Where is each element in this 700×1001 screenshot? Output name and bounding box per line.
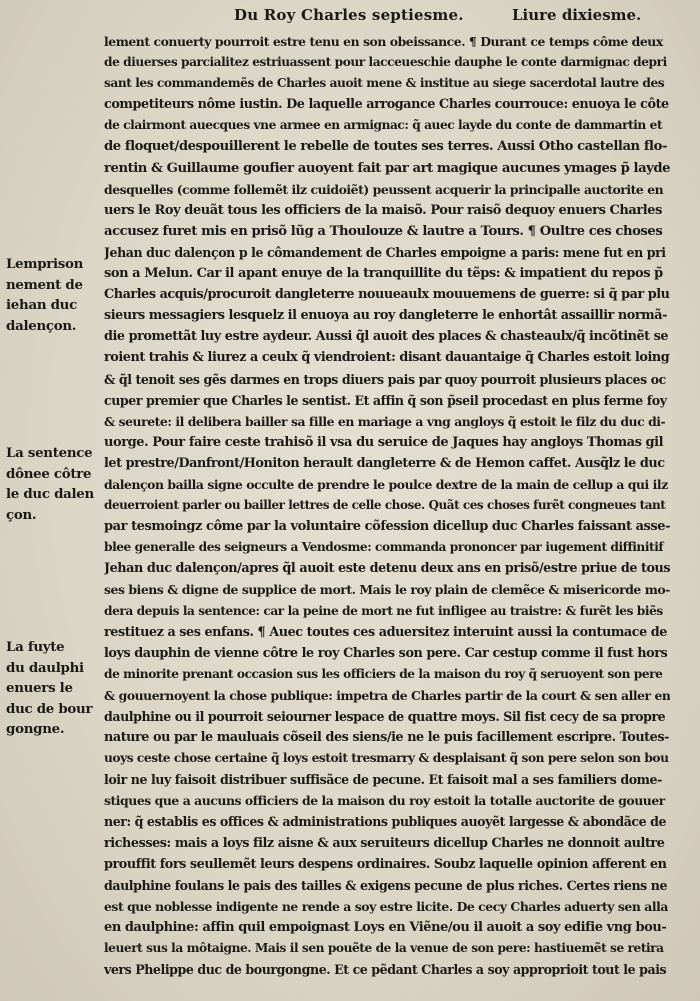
text-line: lement conuerty pourroit estre tenu en son obeissance. ¶ Durant ce temps côme deux bbox=[104, 34, 663, 49]
margin-note-sentence: La sentence dônee côtre le duc dalen çon. bbox=[6, 445, 94, 523]
text-line: ses biens & digne de supplice de mort. Mais le roy plain de clemẽce & misericorde mo- bbox=[104, 582, 670, 598]
text-line: daulphine ou il pourroit seiourner lespace de quattre moys. Sil fist cecy de sa propre bbox=[104, 709, 666, 724]
margin-note-fuyte: La fuyte du daulphi enuers le duc de bour gongne. bbox=[6, 639, 93, 737]
text-line: Jehan duc dalençon p le cômandement de Charles empoigne a paris: mene fut en pri bbox=[104, 244, 666, 260]
text-line: loys dauphin de vienne côtre le roy Charles son pere. Car cestup comme il fust hors bbox=[104, 645, 668, 661]
text-line: de minorite prenant occasion sus les officiers de la maison du roy q̃ seruoyent son pere bbox=[104, 666, 663, 681]
text-line: deuerroient parler ou bailler lettres de celle chose. Quãt ces choses furẽt congneues tant bbox=[104, 498, 666, 513]
text-line: leuert sus la môtaigne. Mais il sen pouẽte de la venue de son pere: hastiuemẽt se retira bbox=[104, 941, 664, 956]
text-line: let prestre/Danfront/Honiton herault dangleterre & de Hemon caffet. Ausq̃lz le duc bbox=[104, 455, 665, 471]
text-line: dera depuis la sentence: car la peine de mort ne fut infligee au traistre: & furẽt les biẽs bbox=[104, 603, 663, 618]
main-text-column bbox=[104, 31, 670, 980]
text-line: nature ou par le mauluais cõseil des siens/ie ne le puis facillement escripre. Toutes- bbox=[104, 730, 669, 746]
text-line: desquelles (comme follemẽt ilz cuidoiẽt) peussent acquerir la principalle auctorite en bbox=[104, 181, 664, 197]
text-line: rentin & Guillaume goufier auoyent fait par art magique aucunes ymages p̃ layde bbox=[104, 160, 670, 176]
text-line: sieurs messagiers lesquelz il enuoya au roy dangleterre le enhortât assaillir normã- bbox=[104, 308, 667, 324]
margin-note-emprisonnement: Lemprison nement de iehan duc dalençon. bbox=[6, 256, 84, 334]
text-line: loir ne luy faisoit distribuer suffisãce de pecune. Et faisoit mal a ses familiers dome- bbox=[104, 772, 662, 788]
text-line: dalençon bailla signe occulte de prendre le poulce dextre de la main de cellup a qui ilz bbox=[104, 476, 668, 492]
text-line: uorge. Pour faire ceste trahisõ il vsa du seruice de Jaques hay angloys Thomas gil bbox=[104, 434, 664, 450]
text-line: restituez a ses enfans. ¶ Auec toutes ces aduersitez interuint aussi la contumace de bbox=[104, 624, 667, 640]
text-line: daulphine foulans le pais des tailles & exigens pecune de plus riches. Certes riens ne bbox=[104, 877, 668, 893]
running-header-title: Du Roy Charles septiesme. bbox=[234, 6, 464, 24]
text-line: vers Phelippe duc de bourgongne. Et ce pẽdant Charles a soy approprioit tout le pais bbox=[104, 962, 667, 978]
text-line: roient trahis & liurez a ceulx q̃ viendroient: disant dauantaige q̃ Charles estoit loing bbox=[104, 350, 670, 366]
text-line: cuper premier que Charles le sentist. Et affin q̃ son p̃seil procedast en plus ferme foy bbox=[104, 392, 667, 408]
text-line: son a Melun. Car il apant enuye de la tranquillite du tẽps: & impatient du repos p̃ bbox=[104, 266, 663, 282]
text-line: par tesmoingz côme par la voluntaire cõfession dicellup duc Charles faissant asse- bbox=[104, 519, 670, 535]
text-line: competiteurs nôme iustin. De laquelle arrogance Charles courrouce: enuoya le côte bbox=[104, 97, 669, 113]
text-line: & gouuernoyent la chose publique: impetra de Charles partir de la court & sen aller en bbox=[104, 687, 670, 703]
text-line: accusez furet mis en prisõ lũg a Thoulouze & lautre a Tours. ¶ Oultre ces choses bbox=[104, 223, 663, 239]
text-line: en daulphine: affin quil empoignast Loys en Viẽne/ou il auoit a soy edifie vng bou- bbox=[104, 919, 667, 935]
text-line: ner: q̃ establis es offices & administrations publiques auoyẽt largesse & abondãce de bbox=[104, 814, 667, 830]
text-line: & seurete: il delibera bailler sa fille en mariage a vng angloys q̃ estoit le filz du duc di- bbox=[104, 413, 666, 429]
running-header-book: Liure dixiesme. bbox=[512, 6, 642, 24]
text-line: uoys ceste chose certaine q̃ loys estoit tresmarry & desplaisant q̃ son pere selon son bou bbox=[104, 751, 669, 766]
text-line: & q̃l tenoit ses gẽs darmes en trops diuers pais par quoy pourroit plusieurs places oc bbox=[104, 371, 666, 387]
text-line: prouffit fors seullemẽt leurs despens ordinaires. Soubz laquelle opinion afferent en bbox=[104, 856, 667, 872]
text-line: de clairmont auecques vne armee en armignac: q̃ auec layde du conte de dammartin et bbox=[104, 118, 663, 133]
text-line: Jehan duc dalençon/apres q̃l auoit este detenu deux ans en prisõ/estre priue de tous bbox=[104, 561, 670, 577]
text-line: blee generalle des seigneurs a Vendosme: commanda prononcer par iugement diffinitif bbox=[104, 540, 664, 555]
text-line: de diuerses parcialitez estriuassent pour lacceueschie dauphe le conte darmignac depri bbox=[104, 55, 667, 70]
text-line: stiques que a aucuns officiers de la maison du roy estoit la totalle auctorite de gouuer bbox=[104, 793, 665, 809]
text-line: de floquet/despouillerent le rebelle de toutes ses terres. Aussi Otho castellan flo- bbox=[104, 139, 667, 155]
text-line: die promettãt luy estre aydeur. Aussi q̃l auoit des places & chasteaulx/q̃ incõtinẽt se bbox=[104, 329, 669, 345]
text-line: sant les commandemẽs de Charles auoit mene & institue au siege sacerdotal lautre des bbox=[104, 76, 665, 91]
text-line: uers le Roy deuãt tous les officiers de la maisõ. Pour raisõ dequoy enuers Charles bbox=[104, 202, 662, 218]
text-line: Charles acquis/procuroit dangleterre nouueaulx mouuemens de guerre: si q̃ par plu bbox=[104, 287, 670, 303]
text-line: est que noblesse indigente ne rende a soy estre licite. De cecy Charles aduerty sen alla bbox=[104, 898, 668, 914]
text-line: richesses: mais a loys filz aisne & aux seruiteurs dicellup Charles ne donnoit aultre bbox=[104, 835, 665, 851]
